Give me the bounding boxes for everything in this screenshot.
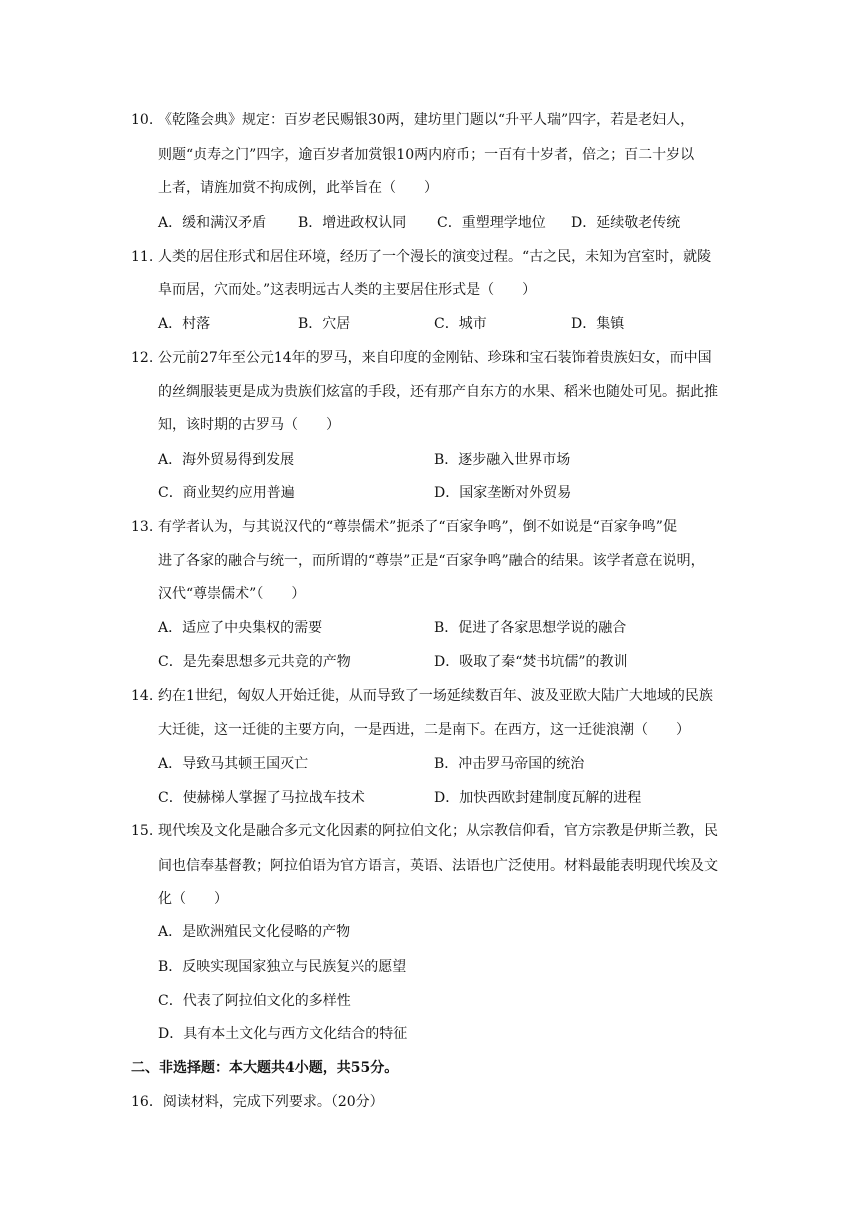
section-heading: 二、非选择题：本大题共4小题，共55分。	[131, 1060, 399, 1076]
question-13-line-2: 进了各家的融合与统一，而所谓的“尊崇”正是“百家争鸣”融合的结果。该学者意在说明，	[158, 553, 705, 569]
question-12-option-a: A．海外贸易得到发展	[158, 452, 295, 468]
question-15-option-c: C．代表了阿拉伯文化的多样性	[158, 993, 351, 1009]
question-11-line-2: 阜而居，穴而处。”这表明远古人类的主要居住形式是（ ）	[158, 282, 537, 298]
question-13-number: 13.	[131, 519, 154, 535]
question-10-line-3: 上者，请旌加赏不拘成例，此举旨在（ ）	[158, 180, 438, 196]
question-11-option-b: B．穴居	[298, 316, 351, 332]
question-10-option-d: D．延续敬老传统	[571, 215, 681, 231]
question-12-line-3: 知，该时期的古罗马（ ）	[158, 417, 340, 433]
question-12-option-b: B．逐步融入世界市场	[434, 452, 571, 468]
question-13-option-d: D．吸取了秦“焚书坑儒”的教训	[434, 654, 628, 670]
question-12-line-2: 的丝绸服装更是成为贵族们炫富的手段，还有那产自东方的水果、稻米也随处可见。据此推	[158, 384, 718, 400]
question-12-number: 12.	[131, 350, 154, 366]
question-11-number: 11.	[131, 249, 154, 265]
question-13-option-b: B．促进了各家思想学说的融合	[434, 620, 627, 636]
question-14-option-c: C．使赫梯人掌握了马拉战车技术	[158, 790, 365, 806]
question-15-option-a: A．是欧洲殖民文化侵略的产物	[158, 924, 351, 940]
question-13-line-1: 有学者认为，与其说汉代的“尊崇儒术”扼杀了“百家争鸣”，倒不如说是“百家争鸣”促	[158, 519, 677, 535]
question-11-option-a: A．村落	[158, 316, 211, 332]
question-15-option-d: D．具有本土文化与西方文化结合的特征	[158, 1026, 408, 1042]
question-14-option-b: B．冲击罗马帝国的统治	[434, 756, 585, 772]
question-13-option-a: A．适应了中央集权的需要	[158, 620, 323, 636]
question-14-line-2: 大迁徙，这一迁徙的主要方向，一是西进，二是南下。在西方，这一迁徙浪潮（ ）	[158, 722, 690, 738]
question-14-option-d: D．加快西欧封建制度瓦解的进程	[434, 790, 642, 806]
question-14-number: 14.	[131, 688, 154, 704]
question-14-option-a: A．导致马其顿王国灭亡	[158, 756, 309, 772]
question-15-option-b: B．反映实现国家独立与民族复兴的愿望	[158, 959, 407, 975]
question-16: 16．阅读材料，完成下列要求。（20分）	[131, 1094, 384, 1110]
question-15-line-1: 现代埃及文化是融合多元文化因素的阿拉伯文化；从宗教信仰看，官方宗教是伊斯兰教，民	[158, 823, 718, 839]
question-13-line-3: 汉代“尊崇儒术”（ ）	[158, 586, 306, 602]
question-12-option-c: C．商业契约应用普遍	[158, 485, 295, 501]
question-11-line-1: 人类的居住形式和居住环境，经历了一个漫长的演变过程。“古之民，未知为宫室时，就陵	[158, 249, 712, 265]
question-10-line-2: 则题“贞寿之门”四字，逾百岁者加赏银10两内府币；一百有十岁者，倍之；百二十岁以	[158, 147, 695, 163]
question-15-line-3: 化（ ）	[158, 891, 228, 907]
question-15-number: 15.	[131, 823, 154, 839]
question-14-line-1: 约在1世纪，匈奴人开始迁徙，从而导致了一场延续数百年、波及亚欧大陆广大地域的民族	[158, 688, 713, 704]
question-10-option-a: A．缓和满汉矛盾	[158, 215, 267, 231]
question-12-option-d: D．国家垄断对外贸易	[434, 485, 572, 501]
question-11-option-d: D．集镇	[571, 316, 625, 332]
question-12-line-1: 公元前27年至公元14年的罗马，来自印度的金刚钻、珍珠和宝石装饰着贵族妇女，而中国	[158, 350, 712, 366]
question-11-option-c: C．城市	[434, 316, 487, 332]
question-13-option-c: C．是先秦思想多元共竞的产物	[158, 654, 351, 670]
question-10-option-b: B．增进政权认同	[298, 215, 407, 231]
question-15-line-2: 间也信奉基督教；阿拉伯语为官方语言，英语、法语也广泛使用。材料最能表明现代埃及文	[158, 858, 718, 874]
question-10-option-c: C．重塑理学地位	[437, 215, 546, 231]
question-10-line-1: 《乾隆会典》规定：百岁老民赐银30两，建坊里门题以“升平人瑞”四字，若是老妇人，	[158, 112, 695, 128]
question-10-number: 10.	[131, 112, 154, 128]
